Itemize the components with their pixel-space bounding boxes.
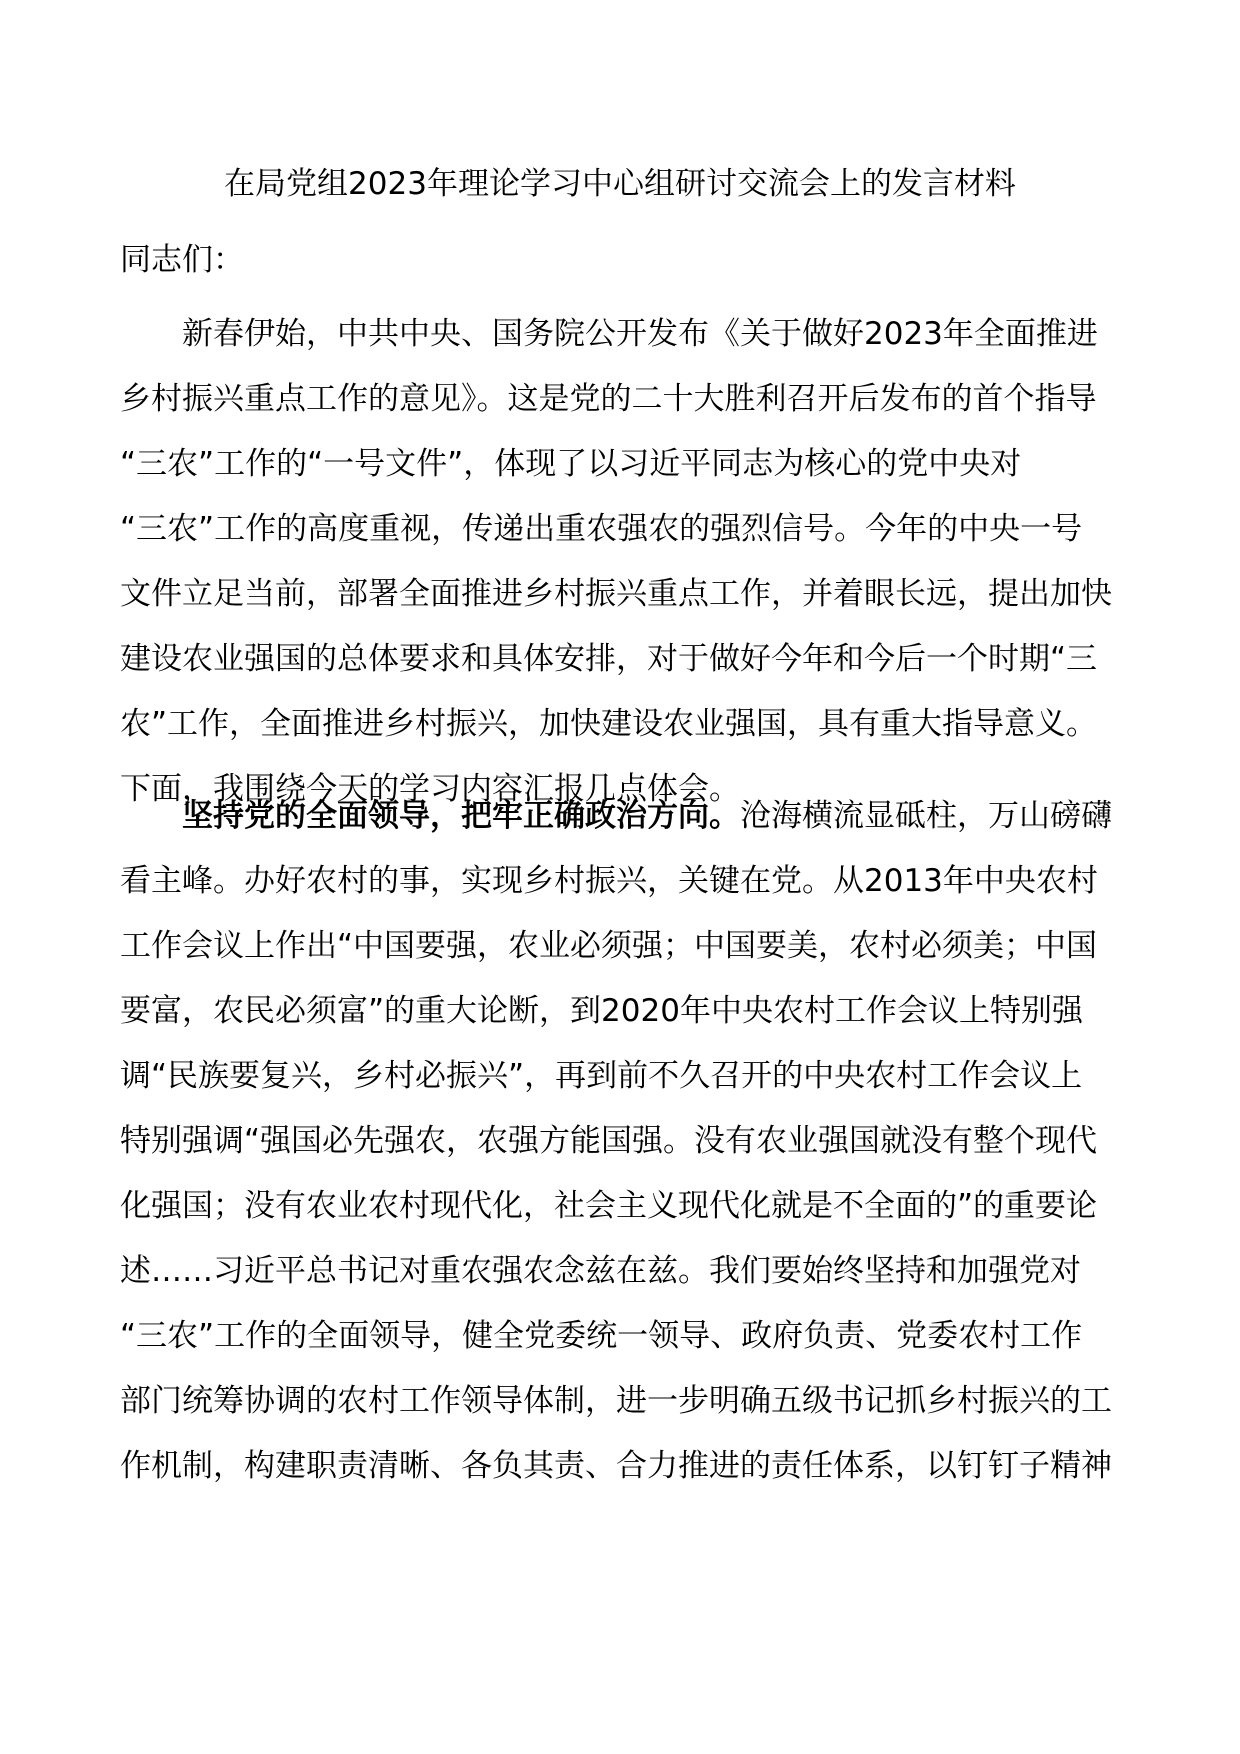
paragraph-introduction bbox=[120, 302, 1120, 822]
text-line: 下面，我围绕今天的学习内容汇报几点体会。 bbox=[120, 771, 740, 807]
text-line: 作机制，构建职责清晰、各负其责、合力推进的责任体系，以钉钉子精神 bbox=[120, 1448, 1112, 1484]
text-line: 乡村振兴重点工作的意见》。这是党的二十大胜利召开后发布的首个指导 bbox=[120, 381, 1097, 417]
text-line: 特别强调“强国必先强农，农强方能国强。没有农业强国就没有整个现代 bbox=[120, 1123, 1098, 1159]
text-line: “三农”工作的全面领导，健全党委统一领导、政府负责、党委农村工作 bbox=[120, 1318, 1083, 1354]
text-line: 化强国；没有农业农村现代化，社会主义现代化就是不全面的”的重要论 bbox=[120, 1188, 1098, 1224]
document-title: 在局党组2023年理论学习中心组研讨交流会上的发言材料 bbox=[224, 166, 1016, 202]
text-line: “三农”工作的高度重视，传递出重农强农的强烈信号。今年的中央一号 bbox=[120, 511, 1083, 547]
text-line: 建设农业强国的总体要求和具体安排，对于做好今年和今后一个时期“三 bbox=[120, 641, 1098, 677]
salutation: 同志们： bbox=[120, 242, 244, 278]
text-line: 文件立足当前，部署全面推进乡村振兴重点工作，并着眼长远，提出加快 bbox=[120, 576, 1112, 612]
text-line: “三农”工作的“一号文件”，体现了以习近平同志为核心的党中央对 bbox=[120, 446, 1022, 482]
text-line: 调“民族要复兴，乡村必振兴”，再到前不久召开的中央农村工作会议上 bbox=[120, 1058, 1083, 1094]
text-line: 要富，农民必须富”的重大论断，到2020年中央农村工作会议上特别强 bbox=[120, 993, 1083, 1029]
text-line: 部门统筹协调的农村工作领导体制，进一步明确五级书记抓乡村振兴的工 bbox=[120, 1383, 1112, 1419]
text-line bbox=[120, 784, 1120, 849]
paragraph-party-leadership bbox=[120, 784, 1120, 1499]
paragraph-heading: 坚持党的全面领导，把牢正确政治方向。 bbox=[120, 798, 740, 834]
text-line: 述……习近平总书记对重农强农念兹在兹。我们要始终坚持和加强党对 bbox=[120, 1253, 1081, 1289]
text-line: 工作会议上作出“中国要强，农业必须强；中国要美，农村必须美；中国 bbox=[120, 928, 1098, 964]
paragraph-text: 沧海横流显砥柱，万山磅礴 bbox=[740, 798, 1112, 834]
text-line: 看主峰。办好农村的事，实现乡村振兴，关键在党。从2013年中央农村 bbox=[120, 863, 1098, 899]
text-line: 新春伊始，中共中央、国务院公开发布《关于做好2023年全面推进 bbox=[120, 316, 1098, 352]
text-line: 农”工作，全面推进乡村振兴，加快建设农业强国，具有重大指导意义。 bbox=[120, 706, 1098, 742]
